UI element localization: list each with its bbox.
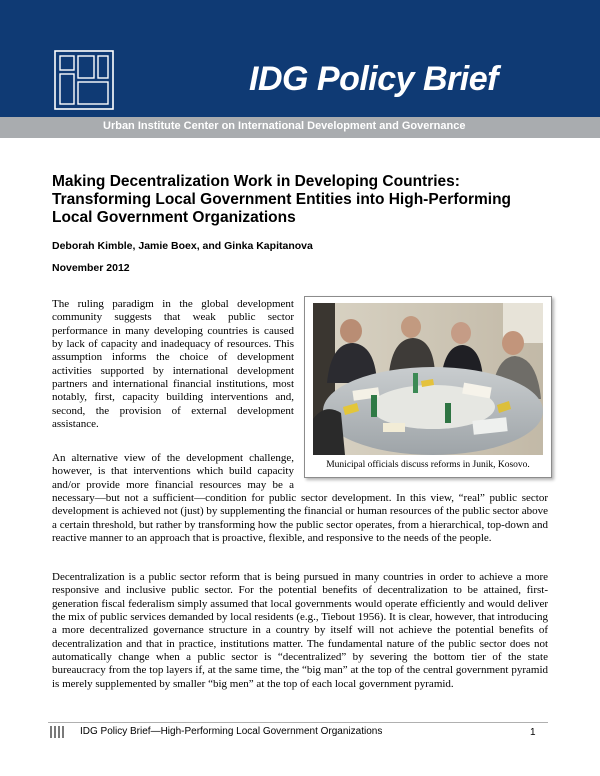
header-banner [0,0,600,117]
photo-figure [304,296,552,478]
figure-wrap-spacer [294,452,548,492]
idg-logo-icon [54,50,114,110]
paragraph-2: An alternative view of the development challenge, however, is that interventions which build capacity and/or provide more financial resources may be a necessary—but not a sufficient—condition for public sector development. In this view, “real” public sector development is achieved not (just) by supplementing the financial or human resources of the public sector above a certain threshold, but rather by transforming how the public sector operates, from a hierarchical, top-down and reactive manner to an approach that is proactive, flexible, and responsive to the needs of the people. [52,452,548,545]
publication-date: November 2012 [52,262,130,274]
title-line: Transforming Local Government Entities into High-Performing [52,191,512,208]
paragraph-1: The ruling paradigm in the global development community suggests that weak public sector performance in many developing countries is caused by lack of capacity and inadequacy of resources. This assumption informs the choice of development activities supported by international development partners and international financial institutions, most notably, first, capacity building interventions and, second, the provision of external development assistance. [52,298,294,431]
paragraph-3: Decentralization is a public sector reform that is being pursued in many countries in order to achieve a more responsive and inclusive public sector. For the potential benefits of decentralization to be attained, first-generation fiscal federalism simply assumed that local governments would operate efficiently and would deliver the mix of public services demanded by local residents (e.g., Tiebout 1956). It is clear, however, that introducing a more decentralized governance structure in a country by itself will not achieve the potential benefits of decentralization and that in practice, institutions matter. The fundamental nature of the public sector does not automatically change when a public sector is “decentralized” by severing the bottom tier of the state bureaucracy from the top layers if, at the same time, the “big man” at the top of the central government pyramid is merely supplemented by smaller “big men” at the top of each local government pyramid. [52,571,548,690]
footer-divider [48,722,548,723]
brand-title: IDG Policy Brief [249,60,498,98]
page-number: 1 [530,727,536,738]
document-title [52,173,552,227]
organization-subtitle: Urban Institute Center on International Development and Governance [103,120,466,132]
meeting-photo [313,303,543,455]
subtitle-bar [0,117,600,138]
footer-bars-icon [50,726,64,738]
title-line: Making Decentralization Work in Developing Countries: [52,173,460,190]
figure-caption: Municipal officials discuss reforms in Junik, Kosovo. [326,460,530,470]
authors: Deborah Kimble, Jamie Boex, and Ginka Kapitanova [52,240,313,252]
footer-text: IDG Policy Brief—High-Performing Local Government Organizations [80,726,383,737]
title-line: Local Government Organizations [52,209,296,226]
